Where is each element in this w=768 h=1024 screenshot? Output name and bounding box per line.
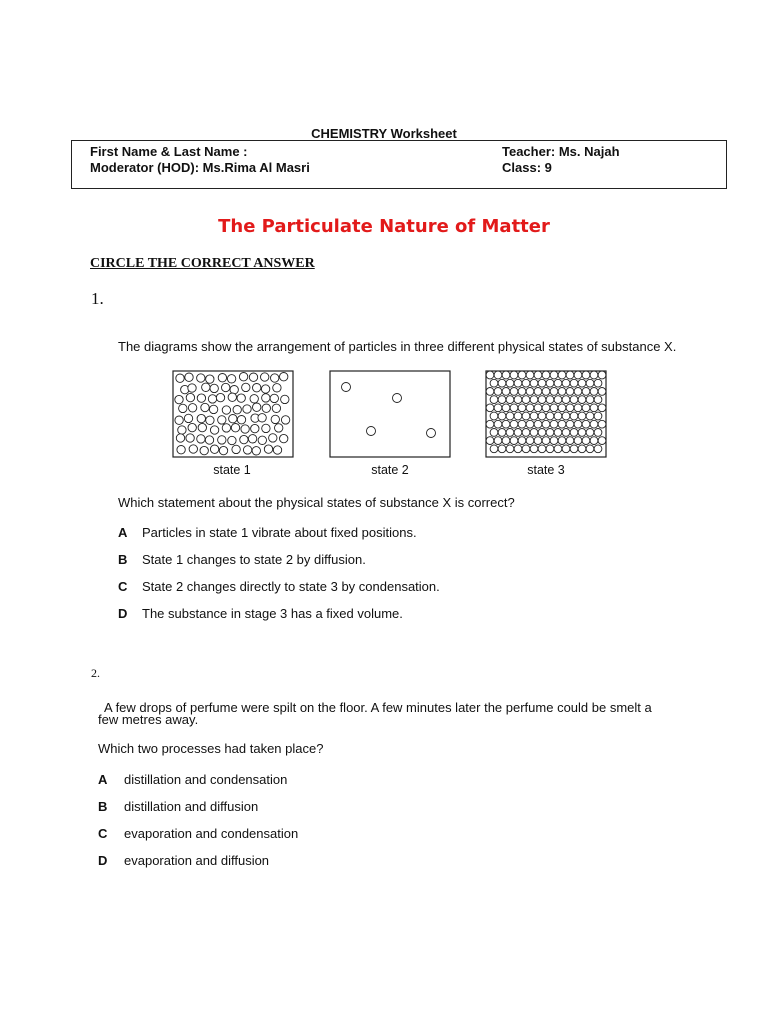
particle [522,379,530,387]
particle [530,429,538,437]
particle [526,404,534,412]
particle [506,429,514,437]
header-box [71,140,727,189]
question-1-intro: The diagrams show the arrangement of particles in three different physical states of substance X. [118,339,677,354]
moderator-label: Moderator (HOD): Ms.Rima Al Masri [90,160,310,175]
particle [578,445,586,453]
particle [598,404,606,412]
particle [205,436,213,444]
q1-option-a-letter[interactable]: A [118,525,128,540]
particle [490,396,498,404]
particle [494,404,502,412]
particle [218,374,226,382]
particle [179,404,187,412]
particle [280,434,288,442]
particle [546,412,554,420]
particle [494,388,502,396]
particle [534,404,542,412]
particle [534,388,542,396]
particle [582,420,590,428]
particle [281,416,289,424]
particle [240,435,248,443]
particle [534,420,542,428]
q1-option-b-letter[interactable]: B [118,552,128,567]
particle [273,384,281,392]
particle [590,371,598,379]
particle [550,437,558,445]
particle [230,386,238,394]
particle [566,371,574,379]
particle [486,371,494,379]
state-1-label: state 1 [213,463,251,477]
particle [264,445,272,453]
particle [210,445,218,453]
q1-option-a-text[interactable]: Particles in state 1 vibrate about fixed positions. [142,525,417,540]
particle [231,424,239,432]
particle [586,412,594,420]
particle [586,445,594,453]
particle [252,447,260,455]
particle [186,393,194,401]
particle [228,393,236,401]
particle [518,437,526,445]
particle [262,394,270,402]
particle [197,435,205,443]
particle [574,388,582,396]
state-3-diagram [486,371,606,457]
particle [201,403,209,411]
particle [242,383,250,391]
particle [558,404,566,412]
particle [208,395,216,403]
particle [582,437,590,445]
particle [566,420,574,428]
particle [271,374,279,382]
particle [498,379,506,387]
particle [590,437,598,445]
particle [280,373,288,381]
particle [271,415,279,423]
particle [249,373,257,381]
question-2-intro-line2: few metres away. [98,712,199,727]
particle [542,371,550,379]
particle [502,404,510,412]
particle [502,371,510,379]
particle [209,405,217,413]
particle [594,445,602,453]
particle [232,445,240,453]
particle [184,414,192,422]
particle [177,446,185,454]
particle [586,429,594,437]
particle [510,437,518,445]
particle [210,426,218,434]
particle [506,396,514,404]
q2-option-c-letter[interactable]: C [98,826,108,841]
particle [281,395,289,403]
particle [522,412,530,420]
q2-option-d-letter[interactable]: D [98,853,108,868]
particle [538,396,546,404]
particle [578,412,586,420]
particle [582,404,590,412]
particle [502,388,510,396]
particle [486,388,494,396]
q1-option-d-text[interactable]: The substance in stage 3 has a fixed volume. [142,606,403,621]
particle [486,404,494,412]
state-2-label: state 2 [371,463,409,477]
particle [261,373,269,381]
particle [586,396,594,404]
particle [250,395,258,403]
particle [273,446,281,454]
particle [498,429,506,437]
particle [514,429,522,437]
particle [542,404,550,412]
particle [554,412,562,420]
particle [590,420,598,428]
particle [562,379,570,387]
particle [574,420,582,428]
particle [393,394,402,403]
page-title: The Particulate Nature of Matter [218,216,550,237]
particle [578,379,586,387]
particle [248,435,256,443]
question-2-number: 2. [91,666,100,680]
particle [570,379,578,387]
particle [206,416,214,424]
particle [590,388,598,396]
particle [486,420,494,428]
particle [490,379,498,387]
particle [262,424,270,432]
particle [269,434,277,442]
particle [530,412,538,420]
particle [498,396,506,404]
particle [514,396,522,404]
particle [526,437,534,445]
particle [562,445,570,453]
particle [518,371,526,379]
particle [206,375,214,383]
particle [546,379,554,387]
particle [558,420,566,428]
particle [210,384,218,392]
particle [502,437,510,445]
particle [342,383,351,392]
question-2-intro-line1: A few drops of perfume were spilt on the floor. A few minutes later the perfume could be smelt a [104,700,652,715]
particle [570,429,578,437]
particle [550,371,558,379]
q1-option-c-text[interactable]: State 2 changes directly to state 3 by condensation. [142,579,440,594]
particle [550,388,558,396]
particle [253,403,261,411]
particle [598,371,606,379]
state-2-diagram [330,371,450,457]
particle [522,445,530,453]
particle [197,374,205,382]
particle [530,379,538,387]
particle [253,384,261,392]
particle [239,373,247,381]
particle [222,383,230,391]
particle [510,420,518,428]
particle [574,404,582,412]
particle [542,388,550,396]
particle [518,404,526,412]
particle [514,412,522,420]
particle [185,373,193,381]
q1-option-c-letter[interactable]: C [118,579,128,594]
particle [554,396,562,404]
particle [502,420,510,428]
question-2-stem: Which two processes had taken place? [98,741,324,756]
particle [522,429,530,437]
particle [237,394,245,402]
teacher-label: Teacher: Ms. Najah [502,144,620,159]
particle [570,396,578,404]
particle [570,412,578,420]
particle [233,406,241,414]
particle [558,437,566,445]
particle [175,395,183,403]
particle [490,429,498,437]
particle [574,437,582,445]
instruction-heading: CIRCLE THE CORRECT ANSWER [90,256,315,271]
particle [197,394,205,402]
particle [594,396,602,404]
particle [218,416,226,424]
particle [494,371,502,379]
particle [566,388,574,396]
particle [222,424,230,432]
particle [558,388,566,396]
particle [550,420,558,428]
q2-option-a-text[interactable]: distillation and condensation [124,772,288,787]
particle [590,404,598,412]
class-label: Class: 9 [502,160,552,175]
particle [562,412,570,420]
particle [506,445,514,453]
particle [188,423,196,431]
particle [202,383,210,391]
q1-option-b-text[interactable]: State 1 changes to state 2 by diffusion. [142,552,366,567]
particle [550,404,558,412]
particle [574,371,582,379]
particle [251,424,259,432]
particle [558,371,566,379]
particle [186,434,194,442]
q2-option-b-letter[interactable]: B [98,799,108,814]
particle [598,437,606,445]
particle [222,406,230,414]
state-3-label: state 3 [527,463,565,477]
q2-option-d-text[interactable]: evaporation and diffusion [124,853,270,868]
particle [546,396,554,404]
particle [189,445,197,453]
particle [526,388,534,396]
q2-option-c-text[interactable]: evaporation and condensation [124,826,299,841]
particle [538,379,546,387]
particle [586,379,594,387]
particle [176,434,184,442]
particle [270,394,278,402]
particle [546,429,554,437]
particle [594,429,602,437]
particle [510,388,518,396]
particle [229,415,237,423]
particle [198,423,206,431]
particle [498,412,506,420]
worksheet-title: CHEMISTRY Worksheet [311,126,457,141]
particle [514,445,522,453]
particle [530,445,538,453]
particle [594,379,602,387]
particle [490,412,498,420]
particle [546,445,554,453]
particle [262,404,270,412]
particle [542,437,550,445]
particle [522,396,530,404]
particle [506,379,514,387]
particle [258,436,266,444]
particle [272,404,280,412]
particle [518,388,526,396]
particle [275,424,283,432]
particle [554,445,562,453]
state-1-diagram [173,371,293,457]
particle [562,429,570,437]
particle [258,414,266,422]
particle [534,437,542,445]
particle [494,437,502,445]
particle [518,420,526,428]
particle [175,416,183,424]
particle [178,426,186,434]
question-1-stem: Which statement about the physical states of substance X is correct? [118,495,515,510]
particle [494,420,502,428]
particle [188,384,196,392]
particle [367,427,376,436]
name-label: First Name & Last Name : [90,144,248,159]
particle [538,412,546,420]
particle [554,379,562,387]
particle [578,429,586,437]
particle [486,437,494,445]
particle [530,396,538,404]
particle [218,436,226,444]
particle [237,416,245,424]
particle [243,405,251,413]
particle [578,396,586,404]
q2-option-b-text[interactable]: distillation and diffusion [124,799,259,814]
particle [554,429,562,437]
particle [197,414,205,422]
question-1-number: 1. [91,289,104,308]
q1-option-d-letter[interactable]: D [118,606,128,621]
particle [176,374,184,382]
particle [566,437,574,445]
particle [243,446,251,454]
particle [534,371,542,379]
particle [566,404,574,412]
particle [510,371,518,379]
particle [594,412,602,420]
particle [261,385,269,393]
particle [514,379,522,387]
particle [498,445,506,453]
particle [598,388,606,396]
particle [241,425,249,433]
particle [188,404,196,412]
particle [598,420,606,428]
particle [427,429,436,438]
particle [510,404,518,412]
particle [216,393,224,401]
particle [200,446,208,454]
particle [538,445,546,453]
particle [538,429,546,437]
particle [227,375,235,383]
particle [506,412,514,420]
particle [542,420,550,428]
particle-diagrams [172,370,612,460]
particle [228,436,236,444]
particle [570,445,578,453]
particle [582,388,590,396]
particle [526,371,534,379]
particle [582,371,590,379]
particle [490,445,498,453]
particle [562,396,570,404]
q2-option-a-letter[interactable]: A [98,772,108,787]
particle [219,446,227,454]
particle [526,420,534,428]
